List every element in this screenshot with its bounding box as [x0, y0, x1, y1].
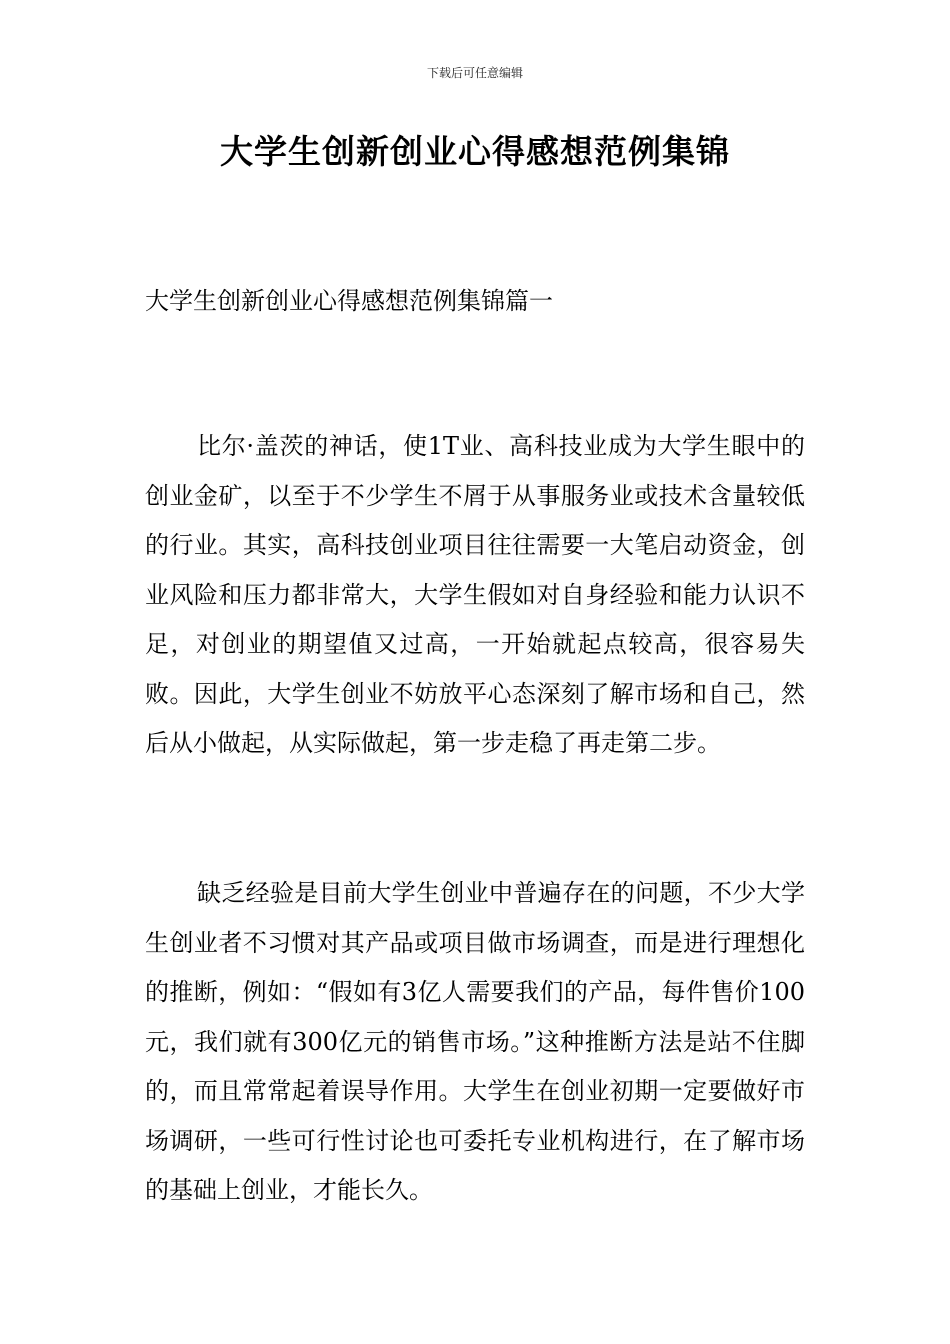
body-paragraph-2: 缺乏经验是目前大学生创业中普遍存在的问题，不少大学生创业者不习惯对其产品或项目做市场调查，而是进行理想化的推断，例如：“假如有3亿人需要我们的产品，每件售价100元，我们就有300亿元的销售市场。”这种推断方法是站不住脚的，而且常常起着误导作用。大学生在创业初期一定要做好市场调研，一些可行性讨论也可委托专业机构进行，在了解市场的基础上创业，才能长久。	[145, 879, 805, 1204]
body-paragraph-1: 比尔·盖茨的神话，使1T业、高科技业成为大学生眼中的创业金矿，以至于不少学生不屑于从事服务业或技术含量较低的行业。其实，高科技创业项目往往需要一大笔启动资金，创业风险和压力都非常大，大学生假如对自身经验和能力认识不足，对创业的期望值又过高，一开始就起点较高，很容易失败。因此，大学生创业不妨放平心态深刻了解市场和自己，然后从小做起，从实际做起，第一步走稳了再走第二步。	[145, 432, 805, 757]
header-note: 下载后可任意编辑	[426, 66, 523, 80]
section-heading: 大学生创新创业心得感想范例集锦篇一	[145, 287, 553, 315]
document-title: 大学生创新创业心得感想范例集锦	[220, 132, 730, 171]
